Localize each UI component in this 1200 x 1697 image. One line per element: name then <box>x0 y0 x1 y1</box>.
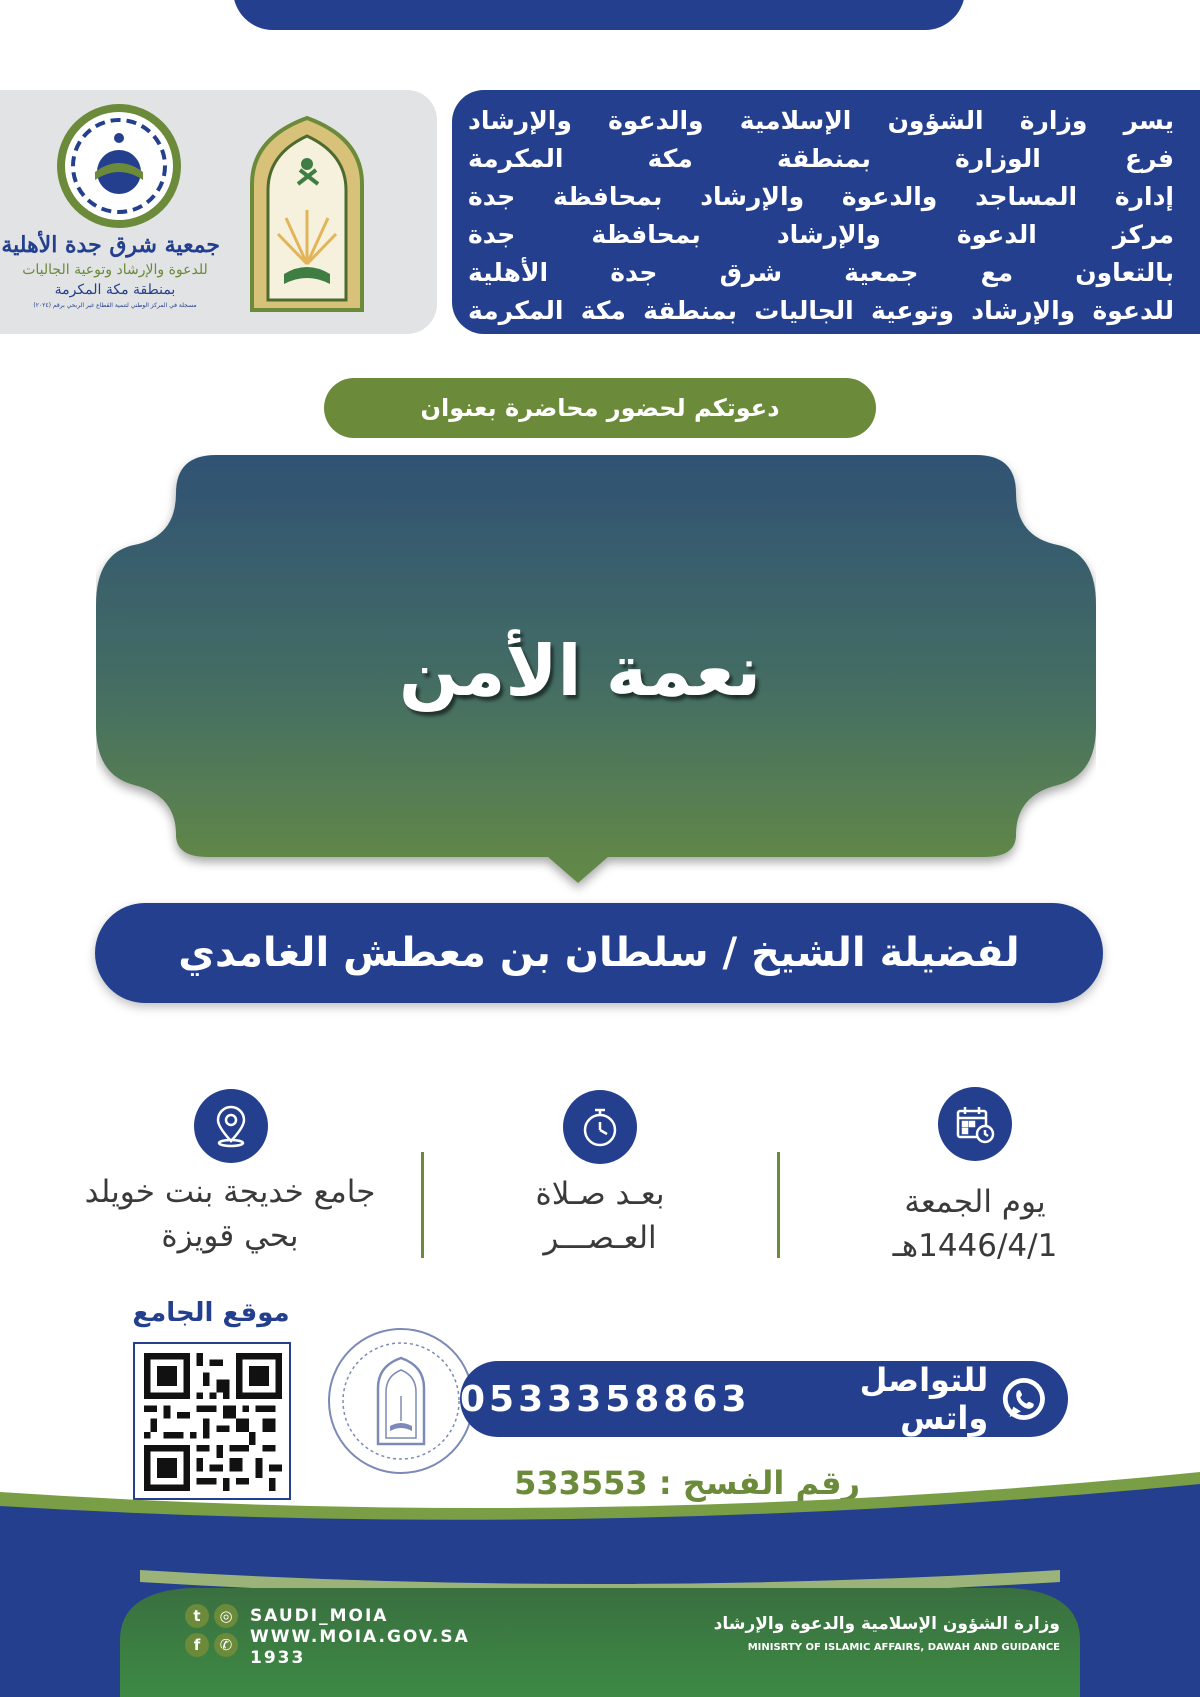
location-district: بحي قويزة <box>161 1218 299 1254</box>
calendar-icon <box>938 1087 1012 1161</box>
divider <box>777 1152 780 1258</box>
website-link[interactable]: WWW.MOIA.GOV.SA <box>250 1627 470 1647</box>
time-prayer: بعـد صـلاة <box>535 1176 665 1212</box>
whatsapp-icon <box>1000 1374 1048 1424</box>
association-emblem-icon <box>55 102 183 230</box>
facebook-icon[interactable]: f <box>185 1633 209 1657</box>
location-pin-icon <box>194 1089 268 1163</box>
hotline-number[interactable]: 1933 <box>250 1648 306 1668</box>
social-handle[interactable]: SAUDI_MOIA <box>250 1606 389 1626</box>
social-icons <box>185 1604 241 1660</box>
whatsapp-label: للتواصل واتس <box>859 1361 989 1437</box>
lecture-title: نعمة الأمن <box>399 630 761 712</box>
intro-line: يسر وزارة الشؤون الإسلامية والدعوة والإرشاد <box>468 106 1174 135</box>
intro-box <box>452 90 1200 334</box>
date-day: يوم الجمعة <box>904 1184 1046 1220</box>
whatsapp-number[interactable]: 0533358863 <box>460 1378 751 1420</box>
association-name: جمعية شرق جدة الأهلية <box>1 232 220 258</box>
date-text <box>850 1180 1100 1268</box>
clock-icon <box>563 1090 637 1164</box>
association-subtitle: للدعوة والإرشاد وتوعية الجاليات <box>22 262 208 278</box>
permit-value: 533553 <box>514 1464 648 1502</box>
intro-line: للدعوة والإرشاد وتوعية الجاليات بمنطقة مكة المكرمة <box>468 296 1174 325</box>
qr-label: موقع الجامع <box>132 1298 290 1328</box>
ministry-stamp-icon <box>326 1326 476 1476</box>
location-mosque: جامع خديجة بنت خويلد <box>84 1174 376 1210</box>
intro-line: بالتعاون مع جمعية شرق جدة الأهلية <box>468 258 1174 287</box>
intro-line: إدارة المساجد والدعوة والإرشاد بمحافظة جدة <box>468 182 1174 211</box>
divider <box>421 1152 424 1258</box>
speaker-banner: لفضيلة الشيخ / سلطان بن معطش الغامدي <box>95 903 1103 1003</box>
logos-panel <box>0 90 437 334</box>
phone-icon[interactable]: ✆ <box>214 1633 238 1657</box>
footer-contacts <box>250 1606 470 1669</box>
location-text <box>50 1170 410 1258</box>
invitation-banner: دعوتكم لحضور محاضرة بعنوان <box>324 378 876 438</box>
intro-line: فرع الوزارة بمنطقة مكة المكرمة <box>468 144 1174 173</box>
intro-line: مركز الدعوة والإرشاد بمحافظة جدة <box>468 220 1174 249</box>
association-registration: مسجلة في المركز الوطني لتنمية القطاع غير الربحي برقم (٢٠٢٤) <box>33 302 197 309</box>
twitter-icon[interactable]: t <box>185 1604 209 1628</box>
time-text <box>470 1172 730 1260</box>
whatsapp-contact[interactable] <box>460 1361 1068 1437</box>
top-banner <box>233 0 965 30</box>
footer-background <box>0 1470 1200 1697</box>
ministry-emblem-icon <box>248 114 366 312</box>
time-prayer-name: العـصـــر <box>543 1220 657 1256</box>
association-region: بمنطقة مكة المكرمة <box>54 282 176 298</box>
instagram-icon[interactable]: ◎ <box>214 1604 238 1628</box>
footer-ministry-name-en: MINISRTY OF ISLAMIC AFFAIRS, DAWAH AND GUIDANCE <box>747 1642 1060 1653</box>
permit-label: رقم الفسح : <box>658 1464 860 1502</box>
footer-ministry-name-ar: وزارة الشؤون الإسلامية والدعوة والإرشاد <box>713 1614 1060 1634</box>
date-hijri: 1446/4/1هـ <box>892 1228 1058 1264</box>
